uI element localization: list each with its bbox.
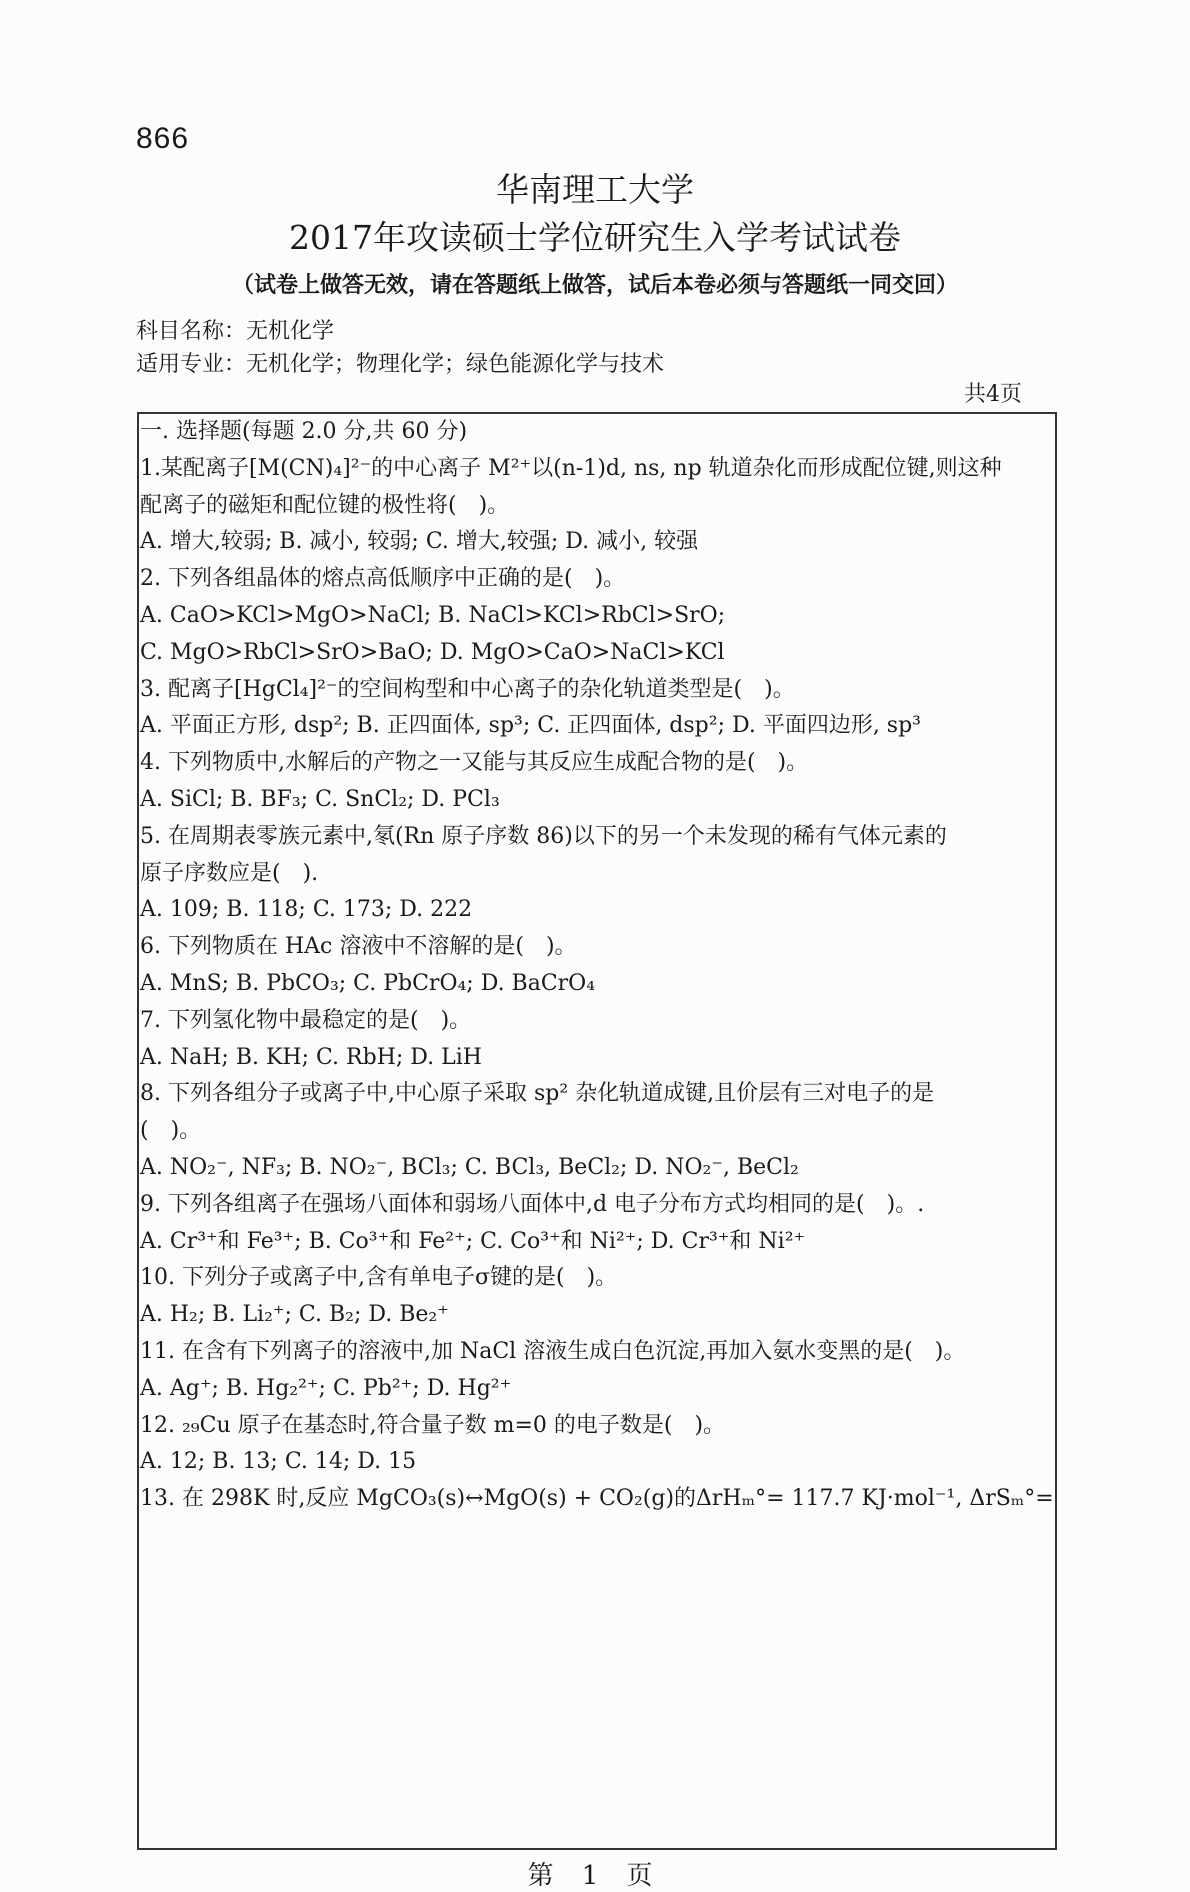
question-line: 5. 在周期表零族元素中,氡(Rn 原子序数 86)以下的另一个未发现的稀有气体元素的 [140, 823, 947, 849]
options-line: A. NO₂⁻, NF₃; B. NO₂⁻, BCl₃; C. BCl₃, BeCl₂; D. NO₂⁻, BeCl₂ [140, 1154, 799, 1180]
question-line: 8. 下列各组分子或离子中,中心原子采取 sp² 杂化轨道成键,且价层有三对电子的是 [140, 1081, 935, 1107]
question-line: 10. 下列分子或离子中,含有单电子σ键的是( )。 [140, 1265, 618, 1291]
question-line: 配离子的磁矩和配位键的极性将( )。 [140, 492, 510, 518]
question-line: 1.某配离子[M(CN)₄]²⁻的中心离子 M²⁺以(n-1)d, ns, np 轨道杂化而形成配位键,则这种 [140, 455, 1002, 481]
question-line: ( )。 [140, 1118, 202, 1144]
options-line: A. H₂; B. Li₂⁺; C. B₂; D. Be₂⁺ [140, 1302, 449, 1328]
options-line: A. MnS; B. PbCO₃; C. PbCrO₄; D. BaCrO₄ [140, 970, 596, 996]
options-line: A. SiCl; B. BF₃; C. SnCl₂; D. PCl₃ [140, 786, 500, 812]
options-line: A. Ag⁺; B. Hg₂²⁺; C. Pb²⁺; D. Hg²⁺ [140, 1375, 512, 1401]
exam-notice: （试卷上做答无效，请在答题纸上做答，试后本卷必须与答题纸一同交回） [231, 272, 958, 298]
question-line: 9. 下列各组离子在强场八面体和弱场八面体中,d 电子分布方式均相同的是( )。. [140, 1191, 925, 1217]
options-line: A. Cr³⁺和 Fe³⁺; B. Co³⁺和 Fe²⁺; C. Co³⁺和 Ni²⁺; D. Cr³⁺和 Ni²⁺ [140, 1228, 806, 1254]
total-pages: 共4页 [964, 382, 1022, 407]
exam-title: 2017年攻读硕士学位研究生入学考试试卷 [289, 218, 901, 257]
question-line: 3. 配离子[HgCl₄]²⁻的空间构型和中心离子的杂化轨道类型是( )。 [140, 676, 795, 702]
question-line: 13. 在 298K 时,反应 MgCO₃(s)↔MgO(s) + CO₂(g)的ΔrHₘ°= 117.7 KJ·mol⁻¹, ΔrSₘ°= [140, 1486, 1054, 1512]
question-line: 4. 下列物质中,水解后的产物之一又能与其反应生成配合物的是( )。 [140, 750, 809, 776]
exam-code: 866 [136, 122, 190, 155]
options-line: A. CaO>KCl>MgO>NaCl; B. NaCl>KCl>RbCl>SrO; [140, 602, 726, 628]
question-line: 6. 下列物质在 HAc 溶液中不溶解的是( )。 [140, 934, 577, 960]
question-line: 2. 下列各组晶体的熔点高低顺序中正确的是( )。 [140, 566, 626, 592]
section-heading: 一. 选择题(每题 2.0 分,共 60 分) [140, 419, 468, 444]
options-line: A. NaH; B. KH; C. RbH; D. LiH [140, 1044, 482, 1070]
question-line: 11. 在含有下列离子的溶液中,加 NaCl 溶液生成白色沉淀,再加入氨水变黑的是( )。 [140, 1338, 966, 1364]
question-line: 原子序数应是( ). [140, 860, 319, 886]
options-line: A. 增大,较弱; B. 减小, 较弱; C. 增大,较强; D. 减小, 较强 [140, 529, 699, 555]
question-line: 12. ₂₉Cu 原子在基态时,符合量子数 m=0 的电子数是( )。 [140, 1412, 726, 1438]
options-line: C. MgO>RbCl>SrO>BaO; D. MgO>CaO>NaCl>KCl [140, 639, 725, 665]
question-line: 7. 下列氢化物中最稳定的是( )。 [140, 1007, 472, 1033]
page-number: 第 1 页 [527, 1861, 663, 1891]
options-line: A. 109; B. 118; C. 173; D. 222 [140, 897, 473, 923]
university-name: 华南理工大学 [496, 170, 694, 209]
question-list [140, 414, 1060, 1518]
options-line: A. 12; B. 13; C. 14; D. 15 [140, 1449, 417, 1475]
subject-name: 科目名称：无机化学 [136, 319, 335, 344]
applicable-majors: 适用专业：无机化学；物理化学；绿色能源化学与技术 [136, 352, 665, 377]
options-line: A. 平面正方形, dsp²; B. 正四面体, sp³; C. 正四面体, dsp²; D. 平面四边形, sp³ [140, 713, 922, 739]
